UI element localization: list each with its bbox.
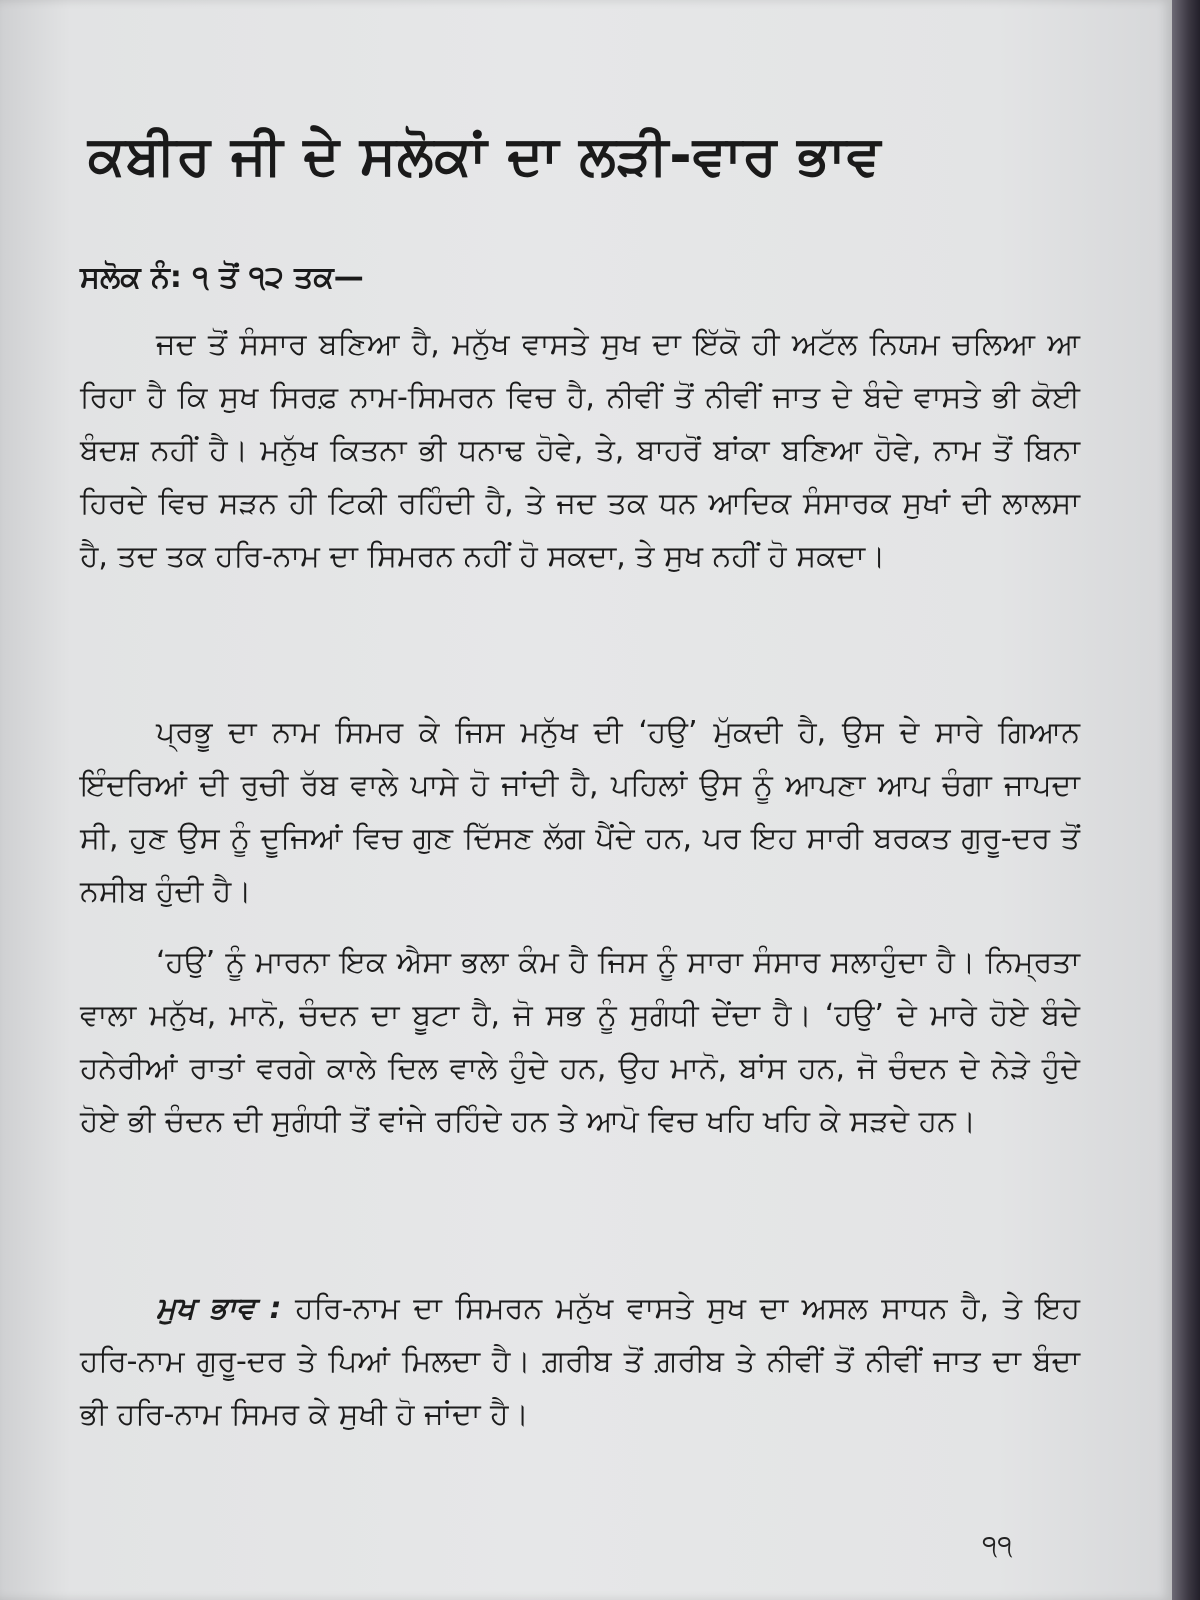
paragraph-2: ਪ੍ਰਭੂ ਦਾ ਨਾਮ ਸਿਮਰ ਕੇ ਜਿਸ ਮਨੁੱਖ ਦੀ ‘ਹਉ’ ਮੁੱਕਦੀ ਹੈ, ਉਸ ਦੇ ਸਾਰੇ ਗਿਆਨ ਇੰਦਰਿਆਂ ਦੀ ਰੁਚੀ ਰੱਬ ਵਾਲੇ ਪਾਸੇ ਹੋ ਜਾਂਦੀ ਹੈ, ਪਹਿਲਾਂ ਉਸ ਨੂੰ ਆਪਣਾ ਆਪ ਚੰਗਾ ਜਾਪਦਾ ਸੀ, ਹੁਣ ਉਸ ਨੂੰ ਦੂਜਿਆਂ ਵਿਚ ਗੁਣ ਦਿੱਸਣ ਲੱਗ ਪੈਂਦੇ ਹਨ, ਪਰ ਇਹ ਸਾਰੀ ਬਰਕਤ ਗੁਰੂ-ਦਰ ਤੋਂ ਨਸੀਬ ਹੁੰਦੀ ਹੈ। xyxy=(80,715,1080,909)
summary-paragraph xyxy=(80,1282,1080,1441)
section-subheading: ਸਲੋਕ ਨੰ: ੧ ਤੋਂ ੧੨ ਤਕ— xyxy=(80,260,364,295)
page-number: ੧੧ xyxy=(982,1529,1013,1562)
page-heading: ਕਬੀਰ ਜੀ ਦੇ ਸਲੋਕਾਂ ਦਾ ਲੜੀ-ਵਾਰ ਭਾਵ xyxy=(88,124,882,187)
book-spine-edge xyxy=(1172,0,1200,1600)
paragraph-1: ਜਦ ਤੋਂ ਸੰਸਾਰ ਬਣਿਆ ਹੈ, ਮਨੁੱਖ ਵਾਸਤੇ ਸੁਖ ਦਾ ਇੱਕੋ ਹੀ ਅਟੱਲ ਨਿਯਮ ਚਲਿਆ ਆ ਰਿਹਾ ਹੈ ਕਿ ਸੁਖ ਸਿਰਫ਼ ਨਾਮ-ਸਿਮਰਨ ਵਿਚ ਹੈ, ਨੀਵੀਂ ਤੋਂ ਨੀਵੀਂ ਜਾਤ ਦੇ ਬੰਦੇ ਵਾਸਤੇ ਭੀ ਕੋਈ ਬੰਦਸ਼ ਨਹੀਂ ਹੈ। ਮਨੁੱਖ ਕਿਤਨਾ ਭੀ ਧਨਾਢ ਹੋਵੇ, ਤੇ, ਬਾਹਰੋਂ ਬਾਂਕਾ ਬਣਿਆ ਹੋਵੇ, ਨਾਮ ਤੋਂ ਬਿਨਾ ਹਿਰਦੇ ਵਿਚ ਸੜਨ ਹੀ ਟਿਕੀ ਰਹਿੰਦੀ ਹੈ, ਤੇ ਜਦ ਤਕ ਧਨ ਆਦਿਕ ਸੰਸਾਰਕ ਸੁਖਾਂ ਦੀ ਲਾਲਸਾ ਹੈ, ਤਦ ਤਕ ਹਰਿ-ਨਾਮ ਦਾ ਸਿਮਰਨ ਨਹੀਂ ਹੋ ਸਕਦਾ, ਤੇ ਸੁਖ ਨਹੀਂ ਹੋ ਸਕਦਾ। xyxy=(80,327,1080,574)
summary-text: ਹਰਿ-ਨਾਮ ਦਾ ਸਿਮਰਨ ਮਨੁੱਖ ਵਾਸਤੇ ਸੁਖ ਦਾ ਅਸਲ ਸਾਧਨ ਹੈ, ਤੇ ਇਹ ਹਰਿ-ਨਾਮ ਗੁਰੂ-ਦਰ ਤੇ ਪਿਆਂ ਮਿਲਦਾ ਹੈ। ਗ਼ਰੀਬ ਤੋਂ ਗ਼ਰੀਬ ਤੇ ਨੀਵੀਂ ਤੋਂ ਨੀਵੀਂ ਜਾਤ ਦਾ ਬੰਦਾ ਭੀ ਹਰਿ-ਨਾਮ ਸਿਮਰ ਕੇ ਸੁਖੀ ਹੋ ਜਾਂਦਾ ਹੈ। xyxy=(80,1291,1080,1432)
paragraph-3: ‘ਹਉ’ ਨੂੰ ਮਾਰਨਾ ਇਕ ਐਸਾ ਭਲਾ ਕੰਮ ਹੈ ਜਿਸ ਨੂੰ ਸਾਰਾ ਸੰਸਾਰ ਸਲਾਹੁੰਦਾ ਹੈ। ਨਿਮ੍ਰਤਾ ਵਾਲਾ ਮਨੁੱਖ, ਮਾਨੋ, ਚੰਦਨ ਦਾ ਬੂਟਾ ਹੈ, ਜੋ ਸਭ ਨੂੰ ਸੁਗੰਧੀ ਦੇਂਦਾ ਹੈ। ‘ਹਉ’ ਦੇ ਮਾਰੇ ਹੋਏ ਬੰਦੇ ਹਨੇਰੀਆਂ ਰਾਤਾਂ ਵਰਗੇ ਕਾਲੇ ਦਿਲ ਵਾਲੇ ਹੁੰਦੇ ਹਨ, ਉਹ ਮਾਨੋ, ਬਾਂਸ ਹਨ, ਜੋ ਚੰਦਨ ਦੇ ਨੇੜੇ ਹੁੰਦੇ ਹੋਏ ਭੀ ਚੰਦਨ ਦੀ ਸੁਗੰਧੀ ਤੋਂ ਵਾਂਜੇ ਰਹਿੰਦੇ ਹਨ ਤੇ ਆਪੋ ਵਿਚ ਖਹਿ ਖਹਿ ਕੇ ਸੜਦੇ ਹਨ। xyxy=(80,945,1080,1139)
summary-label: ਮੁਖ ਭਾਵ : xyxy=(156,1291,282,1326)
